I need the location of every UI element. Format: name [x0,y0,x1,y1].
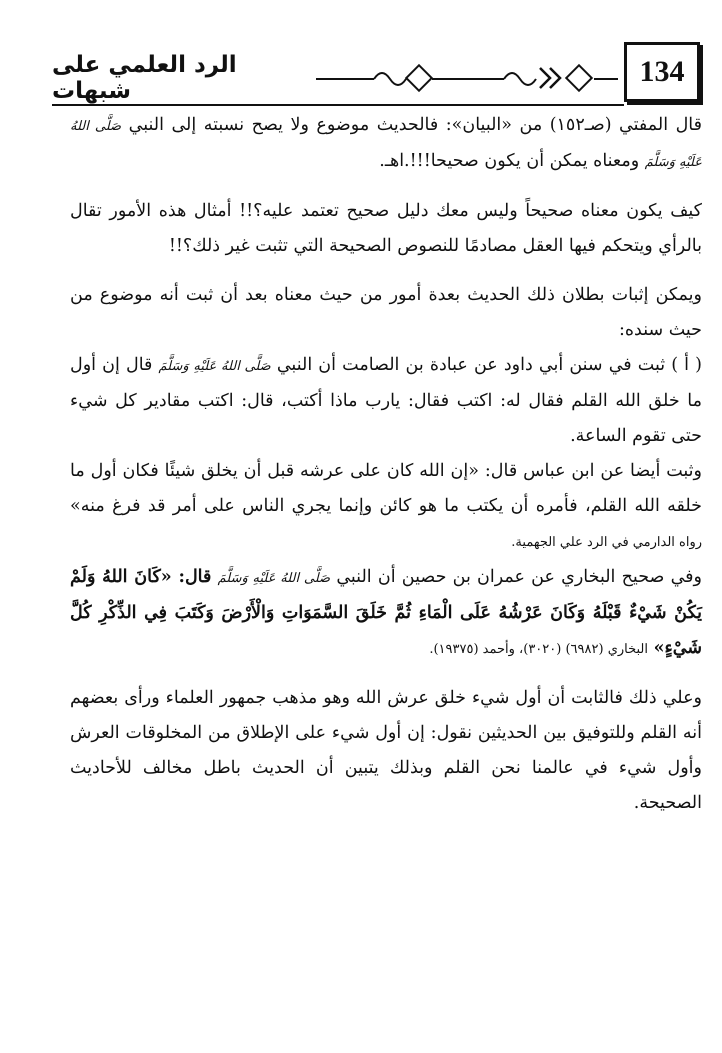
header-ornament-icon [314,62,620,96]
text-line: قال المفتي (صـ١٥٢) من «البيان»: فالحديث موضوع ولا يصح نسبته إلى النبي [128,115,702,135]
page-number: 134 [624,42,700,102]
page-header [52,42,700,106]
text-line: ومعناه يمكن أن يكون صحيحا!!!.اهـ. [379,151,640,171]
citation-note: البخاري (٦٩٨٢) (٣٠٢٠)، وأحمد (١٩٣٧٥). [429,642,648,657]
text-line: وفي صحيح البخاري عن عمران بن حصين أن النبي [336,567,702,587]
salawat-glyph: صَلَّى اللهُ عَلَيْهِ وَسَلَّمَ [70,119,702,170]
paragraph-point-a [70,348,702,454]
salawat-glyph: صَلَّى اللهُ عَلَيْهِ وَسَلَّمَ [158,359,271,374]
citation-note: رواه الدارمي في الرد علي الجهمية. [511,535,702,550]
paragraph-proof-intro: ويمكن إثبات بطلان ذلك الحديث بعدة أمور من حيث معناه بعد أن ثبت أنه موضوع من حيث سنده: [70,285,702,340]
paragraph-mufti-quote [70,108,702,180]
header-rule [52,104,624,106]
paragraph-conclusion: وعلي ذلك فالثابت أن أول شيء خلق عرش الله وهو مذهب جمهور العلماء ورأى بعضهم أنه القلم وللتوفيق بين الحديثين نقول: إن أول شيء على الإطلاق من المخلوقات العرش وأول شيء في عالمنا نحن القلم وبذلك يتبين أن الحديث باطل مخالف للأحاديث الصحيحة. [70,688,702,813]
paragraph-ibn-abbas [70,454,702,560]
text-line: ( أ ) ثبت في سنن أبي داود عن عبادة بن الصامت أن النبي [276,355,702,375]
page-body [70,108,702,821]
hadith-quote: قال: «كَانَ اللهُ وَلَمْ يَكُنْ شَيْءٌ قَبْلَهُ وَكَانَ عَرْشُهُ عَلَى الْمَاءِ ثُمَّ خَلَقَ السَّمَوَاتِ وَالْأَرْضَ وَكَتَبَ فِي الذِّكْرِ كُلَّ شَيْءٍ» [70,567,702,658]
paragraph-critique: كيف يكون معناه صحيحاً وليس معك دليل صحيح تعتمد عليه؟!! أمثال هذه الأمور تقال بالرأي ويتحكم فيها العقل مصادمًا للنصوص الصحيحة التي تثبت غير ذلك؟!! [70,201,702,256]
text-line: قال إن أول ما خلق الله القلم فقال له: اكتب فقال: يارب ماذا أكتب، قال: اكتب مقادير كل شيء حتى تقوم الساعة. [70,355,702,446]
paragraph-bukhari [70,560,702,667]
book-title: الرد العلمي على شبهات [52,52,237,104]
salawat-glyph: صَلَّى اللهُ عَلَيْهِ وَسَلَّمَ [217,571,331,586]
text-line: وثبت أيضا عن ابن عباس قال: «إن الله كان على عرشه قبل أن يخلق شيئًا فكان أول ما خلقه الله القلم، فأمره أن يكتب ما هو كائن وإنما يجري الناس على أمر قد فرغ منه» [70,461,702,516]
